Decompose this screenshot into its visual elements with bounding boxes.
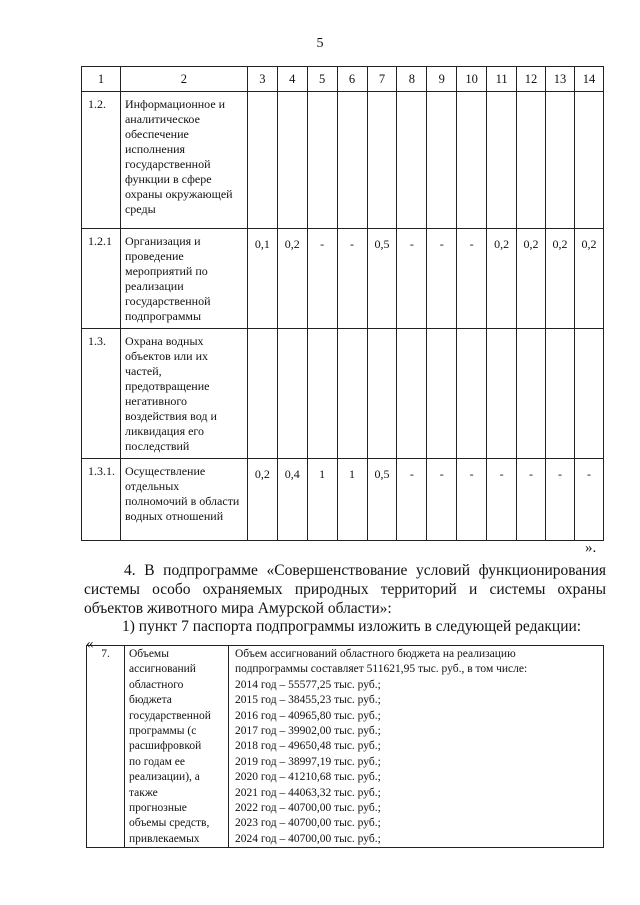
label-line: программы (с <box>129 725 197 738</box>
header-cell: 6 <box>337 67 367 92</box>
value-cell: 0,2 <box>247 459 277 541</box>
value-cell <box>517 92 546 229</box>
header-cell: 8 <box>397 67 427 92</box>
label-line: объемы средств, <box>129 817 210 830</box>
label-line: государственной <box>129 709 211 722</box>
row-name: Информационное и аналитическое обеспечение исполнения государственной функции в сфере охраны окружающей среды <box>120 92 247 229</box>
value-cell: 1 <box>337 459 367 541</box>
header-cell: 14 <box>574 67 603 92</box>
value-cell: 0,5 <box>367 229 397 329</box>
value-cell <box>487 92 517 229</box>
label-line: областного <box>129 678 184 691</box>
item-number: 7. <box>87 646 125 848</box>
table-row <box>82 329 604 459</box>
row-number: 1.3. <box>82 329 121 459</box>
value-cell: 0,2 <box>517 229 546 329</box>
opening-quote: « <box>86 636 94 652</box>
header-cell: 9 <box>427 67 457 92</box>
row-number: 1.2. <box>82 92 121 229</box>
value-cell <box>457 329 487 459</box>
value-cell <box>307 329 337 459</box>
page-number: 5 <box>316 36 324 51</box>
value-cell: 0,4 <box>277 459 307 541</box>
label-line: также <box>129 786 158 799</box>
content-line: 2019 год – 38997,19 тыс. руб.; <box>235 755 381 768</box>
value-cell <box>427 92 457 229</box>
header-cell: 5 <box>307 67 337 92</box>
content-line: 2015 год – 38455,23 тыс. руб.; <box>235 694 381 707</box>
value-cell: - <box>546 459 575 541</box>
header-cell: 7 <box>367 67 397 92</box>
value-cell: - <box>457 459 487 541</box>
header-cell: 12 <box>517 67 546 92</box>
content-line: 2014 год – 55577,25 тыс. руб.; <box>235 678 381 691</box>
closing-quote: ». <box>585 540 597 556</box>
label-line: реализации), а <box>129 771 200 784</box>
value-cell <box>277 329 307 459</box>
value-cell <box>337 329 367 459</box>
value-cell: 0,2 <box>574 229 603 329</box>
value-cell <box>337 92 367 229</box>
content-line: 2021 год – 44063,32 тыс. руб.; <box>235 786 381 799</box>
row-name: Осуществление отдельных полномочий в области водных отношений <box>120 459 247 541</box>
label-line: прогнозные <box>129 802 187 815</box>
paragraph-line: объектов животного мира Амурской области»: <box>84 600 392 617</box>
value-cell <box>247 92 277 229</box>
content-line: подпрограммы составляет 511621,95 тыс. руб., в том числе: <box>235 663 528 676</box>
value-cell: 0,5 <box>367 459 397 541</box>
value-cell: 0,2 <box>277 229 307 329</box>
content-line: Объем ассигнований областного бюджета на реализацию <box>235 648 516 660</box>
paragraph-line: системы особо охраняемых природных территорий и системы охраны <box>84 581 606 598</box>
value-cell <box>574 329 603 459</box>
content-line: 2024 год – 40700,00 тыс. руб.; <box>235 832 381 845</box>
label-line: по годам ее <box>129 755 185 768</box>
value-cell <box>307 92 337 229</box>
paragraph-line: 4. В подпрограмме «Совершенствование условий функционирования <box>124 562 606 579</box>
row-number: 1.2.1 <box>82 229 121 329</box>
item-content <box>229 646 604 848</box>
value-cell <box>546 329 575 459</box>
value-cell: - <box>574 459 603 541</box>
label-line: Объемы <box>129 648 169 660</box>
value-cell <box>367 92 397 229</box>
value-cell: - <box>397 229 427 329</box>
content-line: 2017 год – 39902,00 тыс. руб.; <box>235 725 381 738</box>
label-line: расшифровкой <box>129 740 202 753</box>
value-cell: - <box>487 459 517 541</box>
value-cell <box>487 329 517 459</box>
value-cell <box>427 329 457 459</box>
content-line: 2016 год – 40965,80 тыс. руб.; <box>235 709 381 722</box>
value-cell: 0,2 <box>487 229 517 329</box>
value-cell <box>397 92 427 229</box>
value-cell: - <box>517 459 546 541</box>
label-line: привлекаемых <box>129 832 200 845</box>
paragraph-line: 1) пункт 7 паспорта подпрограммы изложить в следующей редакции: <box>122 618 582 635</box>
item-label <box>125 646 229 848</box>
header-cell: 2 <box>120 67 247 92</box>
table-row <box>82 229 604 329</box>
value-cell <box>517 329 546 459</box>
row-name: Охрана водных объектов или их частей, предотвращение негативного воздействия вод и ликвидация его последствий <box>120 329 247 459</box>
table-row <box>82 459 604 541</box>
table-row <box>82 92 604 229</box>
row-name: Организация и проведение мероприятий по реализации государственной подпрограммы <box>120 229 247 329</box>
value-cell <box>397 329 427 459</box>
label-line: бюджета <box>129 694 172 707</box>
indicators-table <box>81 66 604 541</box>
value-cell: - <box>457 229 487 329</box>
content-line: 2022 год – 40700,00 тыс. руб.; <box>235 802 381 815</box>
header-cell: 1 <box>82 67 121 92</box>
value-cell: 1 <box>307 459 337 541</box>
value-cell: - <box>337 229 367 329</box>
header-cell: 13 <box>546 67 575 92</box>
value-cell: - <box>427 229 457 329</box>
table-header-row <box>82 67 604 92</box>
value-cell <box>277 92 307 229</box>
content-line: 2018 год – 49650,48 тыс. руб.; <box>235 740 381 753</box>
value-cell <box>574 92 603 229</box>
header-cell: 3 <box>247 67 277 92</box>
table-row <box>87 646 604 848</box>
label-line: ассигнований <box>129 663 196 676</box>
value-cell <box>367 329 397 459</box>
content-line: 2020 год – 41210,68 тыс. руб.; <box>235 771 381 784</box>
value-cell: - <box>397 459 427 541</box>
value-cell <box>247 329 277 459</box>
value-cell: - <box>427 459 457 541</box>
header-cell: 11 <box>487 67 517 92</box>
value-cell: 0,1 <box>247 229 277 329</box>
value-cell <box>546 92 575 229</box>
value-cell: - <box>307 229 337 329</box>
header-cell: 4 <box>277 67 307 92</box>
passport-table <box>86 645 604 848</box>
value-cell <box>457 92 487 229</box>
content-line: 2023 год – 40700,00 тыс. руб.; <box>235 817 381 830</box>
row-number: 1.3.1. <box>82 459 121 541</box>
header-cell: 10 <box>457 67 487 92</box>
value-cell: 0,2 <box>546 229 575 329</box>
